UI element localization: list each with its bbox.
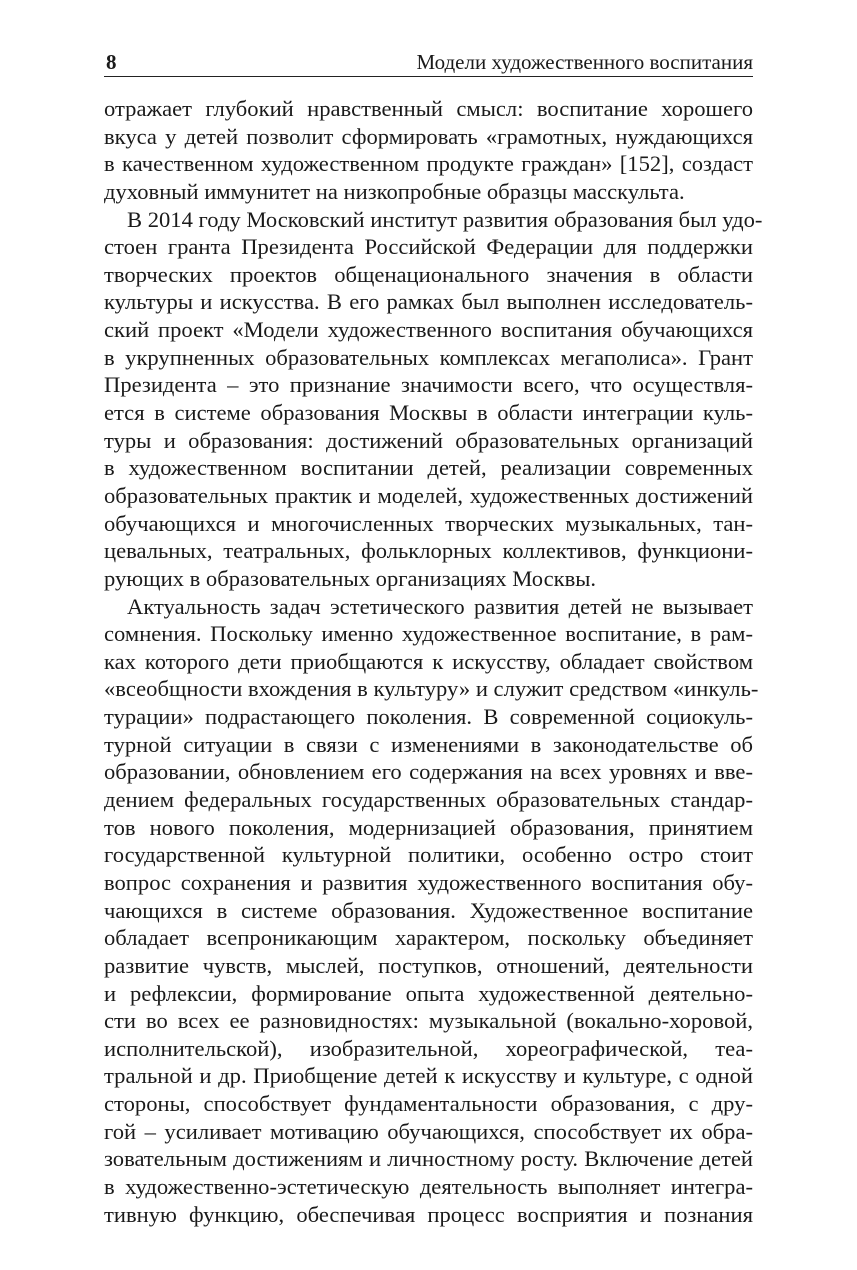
paragraph (104, 206, 763, 593)
text-line: тральной и др. Приобщение детей к искусству и культуре, с одной (104, 1063, 753, 1089)
text-line: ется в системе образования Москвы в области интеграции куль- (104, 400, 753, 426)
text-line: в укрупненных образовательных комплексах мегаполиса». Грант (104, 344, 753, 370)
paragraph (104, 593, 759, 1229)
text-line: турной ситуации в связи с изменениями в законодательстве об (104, 731, 753, 757)
text-line: вкуса у детей позволит сформировать «грамотных, нуждающихся (104, 123, 753, 149)
text-line: образовательных практик и моделей, художественных достижений (104, 482, 753, 508)
text-line: отражает глубокий нравственный смысл: воспитание хорошего (104, 96, 753, 121)
text-line: турации» подрастающего поколения. В современной социокуль- (104, 704, 753, 730)
text-line: «всеобщности вхождения в культуру» и служит средством «инкуль- (104, 676, 759, 702)
text-line: в художественном воспитании детей, реализации современных (104, 455, 753, 481)
text-line: образовании, обновлением его содержания на всех уровнях и вве- (104, 759, 753, 785)
text-line: ках которого дети приобщаются к искусству, обладает свойством (104, 648, 753, 674)
text-line: Актуальность задач эстетического развития детей не вызывает (127, 593, 753, 619)
text-line: исполнительской), изобразительной, хореографической, теа- (104, 1035, 753, 1061)
text-line: чающихся в системе образования. Художественное воспитание (104, 897, 753, 923)
text-line: дением федеральных государственных образовательных стандар- (104, 787, 753, 813)
running-header (104, 46, 753, 77)
text-line: обладает всепроникающим характером, поскольку объединяет (104, 925, 753, 951)
text-line: Президента – это признание значимости всего, что осуществля- (104, 372, 753, 398)
text-line: цевальных, театральных, фольклорных коллективов, функциони- (104, 538, 753, 564)
text-line: зовательным достижениям и личностному росту. Включение детей (104, 1146, 753, 1172)
text-line: стороны, способствует фундаментальности образования, с дру- (104, 1091, 753, 1117)
text-line: вопрос сохранения и развития художественного воспитания обу- (104, 869, 753, 895)
text-line: туры и образования: достижений образовательных организаций (104, 427, 753, 453)
text-line: в художественно-эстетическую деятельность выполняет интегра- (104, 1173, 753, 1199)
text-line: и рефлексии, формирование опыта художественной деятельно- (104, 980, 753, 1006)
text-line: ский проект «Модели художественного воспитания обучающихся (104, 317, 753, 343)
text-line: духовный иммунитет на низкопробные образцы масскульта. (104, 178, 685, 204)
text-line: творческих проектов общенационального значения в области (104, 261, 753, 287)
text-line: сти во всех ее разновидностях: музыкальной (вокально-хоровой, (104, 1008, 753, 1034)
running-title: Модели художественного воспитания (416, 50, 753, 74)
text-line: В 2014 году Московский институт развития образования был удо- (127, 206, 763, 232)
text-line: стоен гранта Президента Российской Федерации для поддержки (104, 234, 753, 260)
text-line: государственной культурной политики, особенно остро стоит (104, 842, 753, 868)
text-line: обучающихся и многочисленных творческих музыкальных, тан- (104, 510, 753, 536)
text-line: в качественном художественном продукте граждан» [152], создаст (104, 151, 753, 177)
paragraph (104, 95, 753, 206)
text-line: тивную функцию, обеспечивая процесс восприятия и познания (104, 1201, 753, 1227)
text-line: тов нового поколения, модернизацией образования, принятием (104, 814, 753, 840)
text-line: гой – усиливает мотивацию обучающихся, способствует их обра- (104, 1118, 753, 1144)
text-line: развитие чувств, мыслей, поступков, отношений, деятельности (104, 952, 753, 978)
text-line: рующих в образовательных организациях Москвы. (104, 565, 597, 591)
page-number: 8 (106, 50, 117, 74)
body-text (104, 95, 763, 1228)
text-line: сомнения. Поскольку именно художественное воспитание, в рам- (104, 621, 753, 647)
text-line: культуры и искусства. В его рамках был выполнен исследователь- (104, 289, 753, 315)
